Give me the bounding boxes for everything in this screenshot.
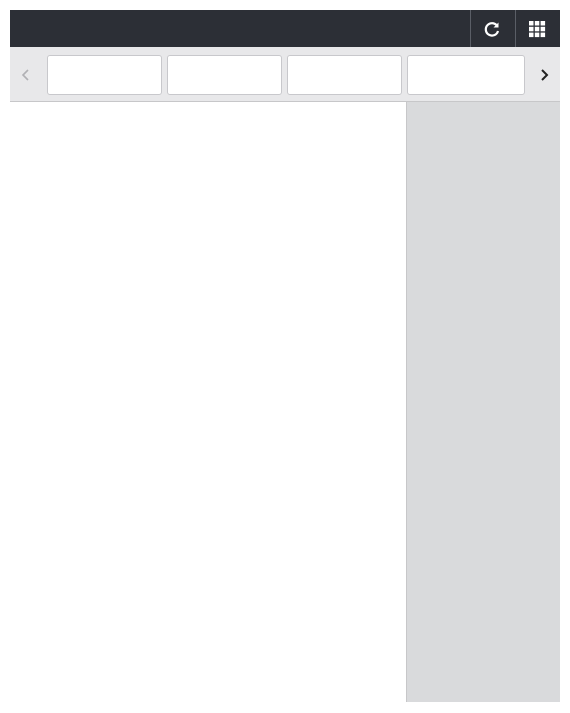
graph-plot bbox=[10, 102, 406, 302]
toolbar bbox=[10, 47, 560, 102]
actuation-test-button[interactable] bbox=[407, 55, 525, 95]
chevron-left-icon bbox=[20, 67, 32, 83]
scroll-right-button[interactable] bbox=[530, 47, 558, 102]
graph-panel-sensor-1-voltage[interactable] bbox=[10, 302, 560, 502]
value-panel bbox=[406, 302, 560, 502]
graph-plot bbox=[10, 502, 406, 702]
chevron-right-icon bbox=[538, 67, 550, 83]
graph-svg bbox=[10, 502, 406, 702]
graph-panel-accelerator-pedal-position[interactable] bbox=[10, 102, 560, 302]
refresh-icon bbox=[482, 19, 502, 39]
selective-display-button[interactable] bbox=[167, 55, 282, 95]
refresh-button[interactable] bbox=[470, 10, 512, 47]
graph-svg bbox=[10, 102, 406, 302]
title-bar bbox=[10, 10, 560, 47]
value-panel bbox=[406, 502, 560, 702]
menu-grid-button[interactable] bbox=[515, 10, 557, 47]
reset-min-max-button[interactable] bbox=[287, 55, 402, 95]
graph-plot bbox=[10, 302, 406, 502]
value-panel bbox=[406, 102, 560, 302]
graph-area bbox=[10, 102, 560, 703]
grid-icon bbox=[528, 20, 546, 38]
graph-panel-sensor-2-voltage[interactable] bbox=[10, 502, 560, 702]
graph-svg bbox=[10, 302, 406, 502]
text-button[interactable] bbox=[47, 55, 162, 95]
scroll-left-button[interactable] bbox=[12, 47, 40, 102]
